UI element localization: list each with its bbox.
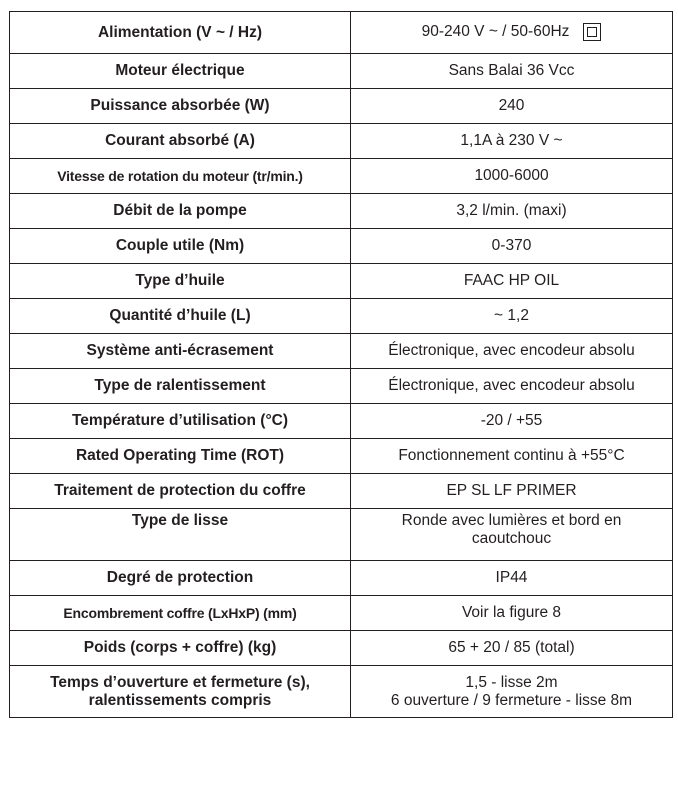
spec-label: Type de ralentissement xyxy=(10,369,351,404)
table-row xyxy=(10,596,673,631)
table-row xyxy=(10,159,673,194)
spec-label: Type d’huile xyxy=(10,264,351,299)
spec-value: -20 / +55 xyxy=(351,404,673,439)
table-row xyxy=(10,631,673,666)
table-row xyxy=(10,194,673,229)
spec-label: Poids (corps + coffre) (kg) xyxy=(10,631,351,666)
double-insulation-icon xyxy=(583,23,601,41)
spec-label: Traitement de protection du coffre xyxy=(10,474,351,509)
spec-label: Alimentation (V ~ / Hz) xyxy=(10,12,351,54)
table-row xyxy=(10,124,673,159)
spec-value: FAAC HP OIL xyxy=(351,264,673,299)
spec-label: Encombrement coffre (LxHxP) (mm) xyxy=(10,596,351,631)
table-row xyxy=(10,509,673,561)
table-row xyxy=(10,299,673,334)
table-row xyxy=(10,12,673,54)
table-row xyxy=(10,334,673,369)
spec-label: Couple utile (Nm) xyxy=(10,229,351,264)
spec-label: Système anti-écrasement xyxy=(10,334,351,369)
table-row xyxy=(10,561,673,596)
table-row xyxy=(10,54,673,89)
spec-label: Rated Operating Time (ROT) xyxy=(10,439,351,474)
spec-value: IP44 xyxy=(351,561,673,596)
spec-label: Puissance absorbée (W) xyxy=(10,89,351,124)
spec-value: 1,1A à 230 V ~ xyxy=(351,124,673,159)
spec-value: ~ 1,2 xyxy=(351,299,673,334)
spec-value: Voir la figure 8 xyxy=(351,596,673,631)
table-row xyxy=(10,264,673,299)
spec-value: 3,2 l/min. (maxi) xyxy=(351,194,673,229)
spec-label: Moteur électrique xyxy=(10,54,351,89)
specifications-table xyxy=(9,11,673,718)
spec-value: Sans Balai 36 Vcc xyxy=(351,54,673,89)
spec-value: Ronde avec lumières et bord en caoutchouc xyxy=(351,509,673,561)
table-row xyxy=(10,439,673,474)
spec-value: Fonctionnement continu à +55°C xyxy=(351,439,673,474)
spec-label: Temps d’ouverture et fermeture (s), ralentissements compris xyxy=(10,666,351,718)
table-row xyxy=(10,229,673,264)
spec-label: Degré de protection xyxy=(10,561,351,596)
spec-value: Électronique, avec encodeur absolu xyxy=(351,369,673,404)
table-row xyxy=(10,666,673,718)
spec-value: 1000-6000 xyxy=(351,159,673,194)
spec-label: Courant absorbé (A) xyxy=(10,124,351,159)
spec-value: 1,5 - lisse 2m 6 ouverture / 9 fermeture - lisse 8m xyxy=(351,666,673,718)
spec-value: 240 xyxy=(351,89,673,124)
spec-label: Température d’utilisation (°C) xyxy=(10,404,351,439)
spec-value: 90-240 V ~ / 50-60Hz xyxy=(351,12,673,54)
spec-value: 65 + 20 / 85 (total) xyxy=(351,631,673,666)
spec-label: Débit de la pompe xyxy=(10,194,351,229)
spec-value: Électronique, avec encodeur absolu xyxy=(351,334,673,369)
spec-value: EP SL LF PRIMER xyxy=(351,474,673,509)
spec-label: Quantité d’huile (L) xyxy=(10,299,351,334)
table-row xyxy=(10,369,673,404)
table-row xyxy=(10,89,673,124)
table-row xyxy=(10,404,673,439)
spec-label: Type de lisse xyxy=(10,509,351,561)
spec-value: 0-370 xyxy=(351,229,673,264)
spec-label: Vitesse de rotation du moteur (tr/min.) xyxy=(10,159,351,194)
table-row xyxy=(10,474,673,509)
